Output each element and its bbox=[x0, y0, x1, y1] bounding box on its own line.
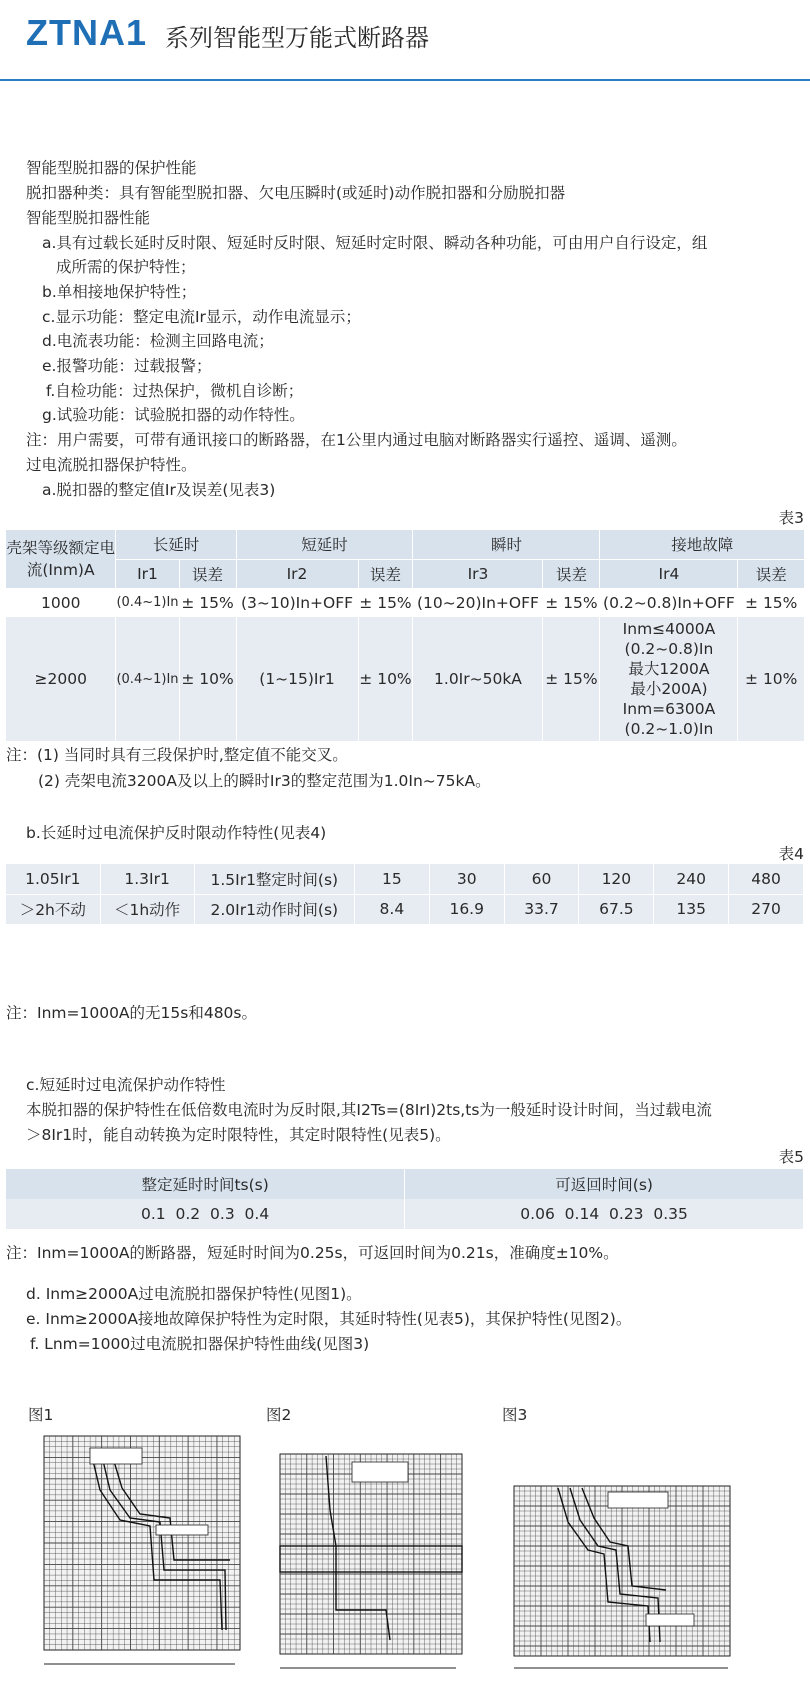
table4-label: 表4 bbox=[778, 845, 804, 863]
table-cell: ± 15% bbox=[543, 588, 600, 617]
table3-header-instant: 瞬时 bbox=[413, 530, 600, 559]
table5-header-delay: 整定延时时间ts(s) bbox=[6, 1169, 405, 1199]
table3-subheader: 误差 bbox=[543, 559, 600, 588]
fig1-callout-box bbox=[156, 1525, 208, 1535]
feature-e: e.报警功能：过载报警； bbox=[42, 357, 212, 375]
table-cell: ＜1h动作 bbox=[100, 894, 194, 924]
section-c-title: c.短延时过电流保护动作特性 bbox=[26, 1076, 226, 1094]
table5-label: 表5 bbox=[778, 1148, 804, 1166]
feature-g: g.试验功能：试验脱扣器的动作特性。 bbox=[42, 406, 305, 424]
comm-note: 注：用户需要，可带有通讯接口的断路器，在1公里内通过电脑对断路器实行遥控、遥调、遥测。 bbox=[26, 431, 687, 449]
table3-note-1: 注：(1) 当同时具有三段保护时,整定值不能交叉。 bbox=[6, 746, 348, 764]
ir4-line: Inm=6300A bbox=[622, 700, 716, 718]
table-cell: ≥2000 bbox=[6, 617, 116, 741]
intro-line-5: a.脱扣器的整定值Ir及误差(见表3) bbox=[42, 481, 276, 499]
section-c-para-2: ＞8Ir1时，能自动转换为定时限特性，其定时限特性(见表5)。 bbox=[26, 1126, 451, 1144]
table-cell: ± 10% bbox=[179, 617, 236, 741]
table-cell: 33.7 bbox=[504, 894, 579, 924]
item-f: f. Lnm=1000过电流脱扣器保护特性曲线(见图3) bbox=[30, 1335, 370, 1353]
table-row bbox=[6, 894, 804, 924]
table5-header-return: 可返回时间(s) bbox=[405, 1169, 804, 1199]
fig2-callout-box bbox=[352, 1462, 408, 1482]
figure3-label: 图3 bbox=[502, 1406, 528, 1424]
section-b-title: b.长延时过电流保护反时限动作特性(见表4) bbox=[26, 824, 327, 842]
ir4-line: Inm≤4000A bbox=[622, 620, 716, 638]
table-cell: 0.06 0.14 0.23 0.35 bbox=[405, 1199, 804, 1229]
table-cell: 1.5Ir1整定时间(s) bbox=[194, 864, 354, 894]
figure3-curve-chart bbox=[498, 1482, 736, 1674]
table-cell: 8.4 bbox=[354, 894, 429, 924]
table-cell: 0.1 0.2 0.3 0.4 bbox=[6, 1199, 405, 1229]
table-cell: ＞2h不动 bbox=[6, 894, 100, 924]
fig1-callout-box bbox=[90, 1448, 142, 1464]
table-row bbox=[6, 1169, 804, 1199]
intro-line-4: 过电流脱扣器保护特性。 bbox=[26, 456, 197, 474]
table-cell: 1.3Ir1 bbox=[100, 864, 194, 894]
table4 bbox=[6, 864, 804, 925]
table3-header-long-delay: 长延时 bbox=[116, 530, 236, 559]
table-cell: (0.4~1)In bbox=[116, 617, 179, 741]
feature-b: b.单相接地保护特性； bbox=[42, 283, 197, 301]
table-cell: ± 10% bbox=[358, 617, 413, 741]
table-cell: 1.0Ir~50kA bbox=[413, 617, 543, 741]
table5 bbox=[6, 1169, 804, 1229]
figure2-label: 图2 bbox=[266, 1406, 292, 1424]
table-cell: 2.0Ir1动作时间(s) bbox=[194, 894, 354, 924]
table-cell: 16.9 bbox=[429, 894, 504, 924]
table-cell: 67.5 bbox=[579, 894, 654, 924]
table3-subheader: Ir1 bbox=[116, 559, 179, 588]
figure1-curve-chart bbox=[30, 1430, 245, 1670]
table3-header-short-delay: 短延时 bbox=[236, 530, 413, 559]
page-title: 系列智能型万能式断路器 bbox=[165, 24, 429, 52]
ir4-line: (0.2~1.0)In bbox=[624, 720, 714, 738]
ir4-line: 最大1200A bbox=[628, 660, 710, 678]
table3-header-ground-fault: 接地故障 bbox=[600, 530, 804, 559]
table-row bbox=[6, 588, 804, 617]
table3-subheader: Ir4 bbox=[600, 559, 738, 588]
table-cell: 1.05Ir1 bbox=[6, 864, 100, 894]
figure1-label: 图1 bbox=[28, 1406, 54, 1424]
table-cell: 480 bbox=[729, 864, 804, 894]
brand-model: ZTNA1 bbox=[26, 12, 147, 53]
table-cell: (0.2~0.8)In+OFF bbox=[600, 588, 738, 617]
header-divider bbox=[0, 79, 810, 81]
table-cell: 30 bbox=[429, 864, 504, 894]
item-d: d. Inm≥2000A过电流脱扣器保护特性(见图1)。 bbox=[26, 1285, 362, 1303]
ir4-line: 最小200A) bbox=[630, 680, 708, 698]
fig3-callout-box bbox=[608, 1492, 668, 1508]
feature-c: c.显示功能：整定电流Ir显示，动作电流显示； bbox=[42, 308, 361, 326]
table3-subheader: 误差 bbox=[738, 559, 804, 588]
feature-d: d.电流表功能：检测主回路电流； bbox=[42, 332, 274, 350]
table-cell: ± 10% bbox=[738, 617, 804, 741]
table3-subheader: Ir3 bbox=[413, 559, 543, 588]
item-e: e. Inm≥2000A接地故障保护特性为定时限，其延时特性(见表5)，其保护特性(见图2)。 bbox=[26, 1310, 632, 1328]
table-row bbox=[6, 1199, 804, 1229]
table-cell-ir4 bbox=[600, 617, 738, 741]
table-cell: 135 bbox=[654, 894, 729, 924]
table-cell: 1000 bbox=[6, 588, 116, 617]
table-cell: ± 15% bbox=[738, 588, 804, 617]
table-cell: (0.4~1)In bbox=[116, 588, 179, 617]
table-row bbox=[6, 617, 804, 741]
table-cell: ± 15% bbox=[543, 617, 600, 741]
table3-subheader: 误差 bbox=[179, 559, 236, 588]
table3 bbox=[6, 530, 804, 741]
feature-f: f.自检功能：过热保护，微机自诊断； bbox=[46, 382, 304, 400]
table-cell: 15 bbox=[354, 864, 429, 894]
table3-note-2: (2) 壳架电流3200A及以上的瞬时Ir3的整定范围为1.0In~75kA。 bbox=[38, 772, 491, 790]
table-cell: 120 bbox=[579, 864, 654, 894]
intro-line-2: 脱扣器种类：具有智能型脱扣器、欠电压瞬时(或延时)动作脱扣器和分励脱扣器 bbox=[26, 184, 566, 202]
figure2-curve-chart bbox=[266, 1450, 466, 1675]
table-cell: ± 15% bbox=[179, 588, 236, 617]
table5-note: 注：Inm=1000A的断路器，短延时时间为0.25s，可返回时间为0.21s，准确度±10%。 bbox=[6, 1244, 619, 1262]
table-cell: 60 bbox=[504, 864, 579, 894]
ir4-line: (0.2~0.8)In bbox=[624, 640, 714, 658]
intro-line-3: 智能型脱扣器性能 bbox=[26, 209, 151, 227]
table3-subheader: 误差 bbox=[358, 559, 413, 588]
table-row bbox=[6, 864, 804, 894]
section-c-para-1: 本脱扣器的保护特性在低倍数电流时为反时限,其I2Ts=(8IrI)2ts,ts为一般延时设计时间，当过载电流 bbox=[26, 1101, 712, 1119]
table-cell: 240 bbox=[654, 864, 729, 894]
table3-subheader: Ir2 bbox=[236, 559, 358, 588]
feature-a-line-1: a.具有过载长延时反时限、短延时反时限、短延时定时限、瞬动各种功能，可由用户自行设定，组 bbox=[42, 234, 708, 252]
feature-a-line-2: 成所需的保护特性； bbox=[56, 258, 196, 276]
table3-label: 表3 bbox=[778, 509, 804, 527]
table-cell: (1~15)Ir1 bbox=[236, 617, 358, 741]
table3-header-frame: 壳架等级额定电流(Inm)A bbox=[6, 530, 116, 588]
table-cell: 270 bbox=[729, 894, 804, 924]
table4-note: 注：Inm=1000A的无15s和480s。 bbox=[6, 1004, 257, 1022]
table-cell: (3~10)In+OFF bbox=[236, 588, 358, 617]
page-header bbox=[0, 0, 810, 82]
intro-line-1: 智能型脱扣器的保护性能 bbox=[26, 159, 197, 177]
table-cell: (10~20)In+OFF bbox=[413, 588, 543, 617]
fig3-callout-box bbox=[646, 1614, 694, 1626]
table-cell: ± 15% bbox=[358, 588, 413, 617]
